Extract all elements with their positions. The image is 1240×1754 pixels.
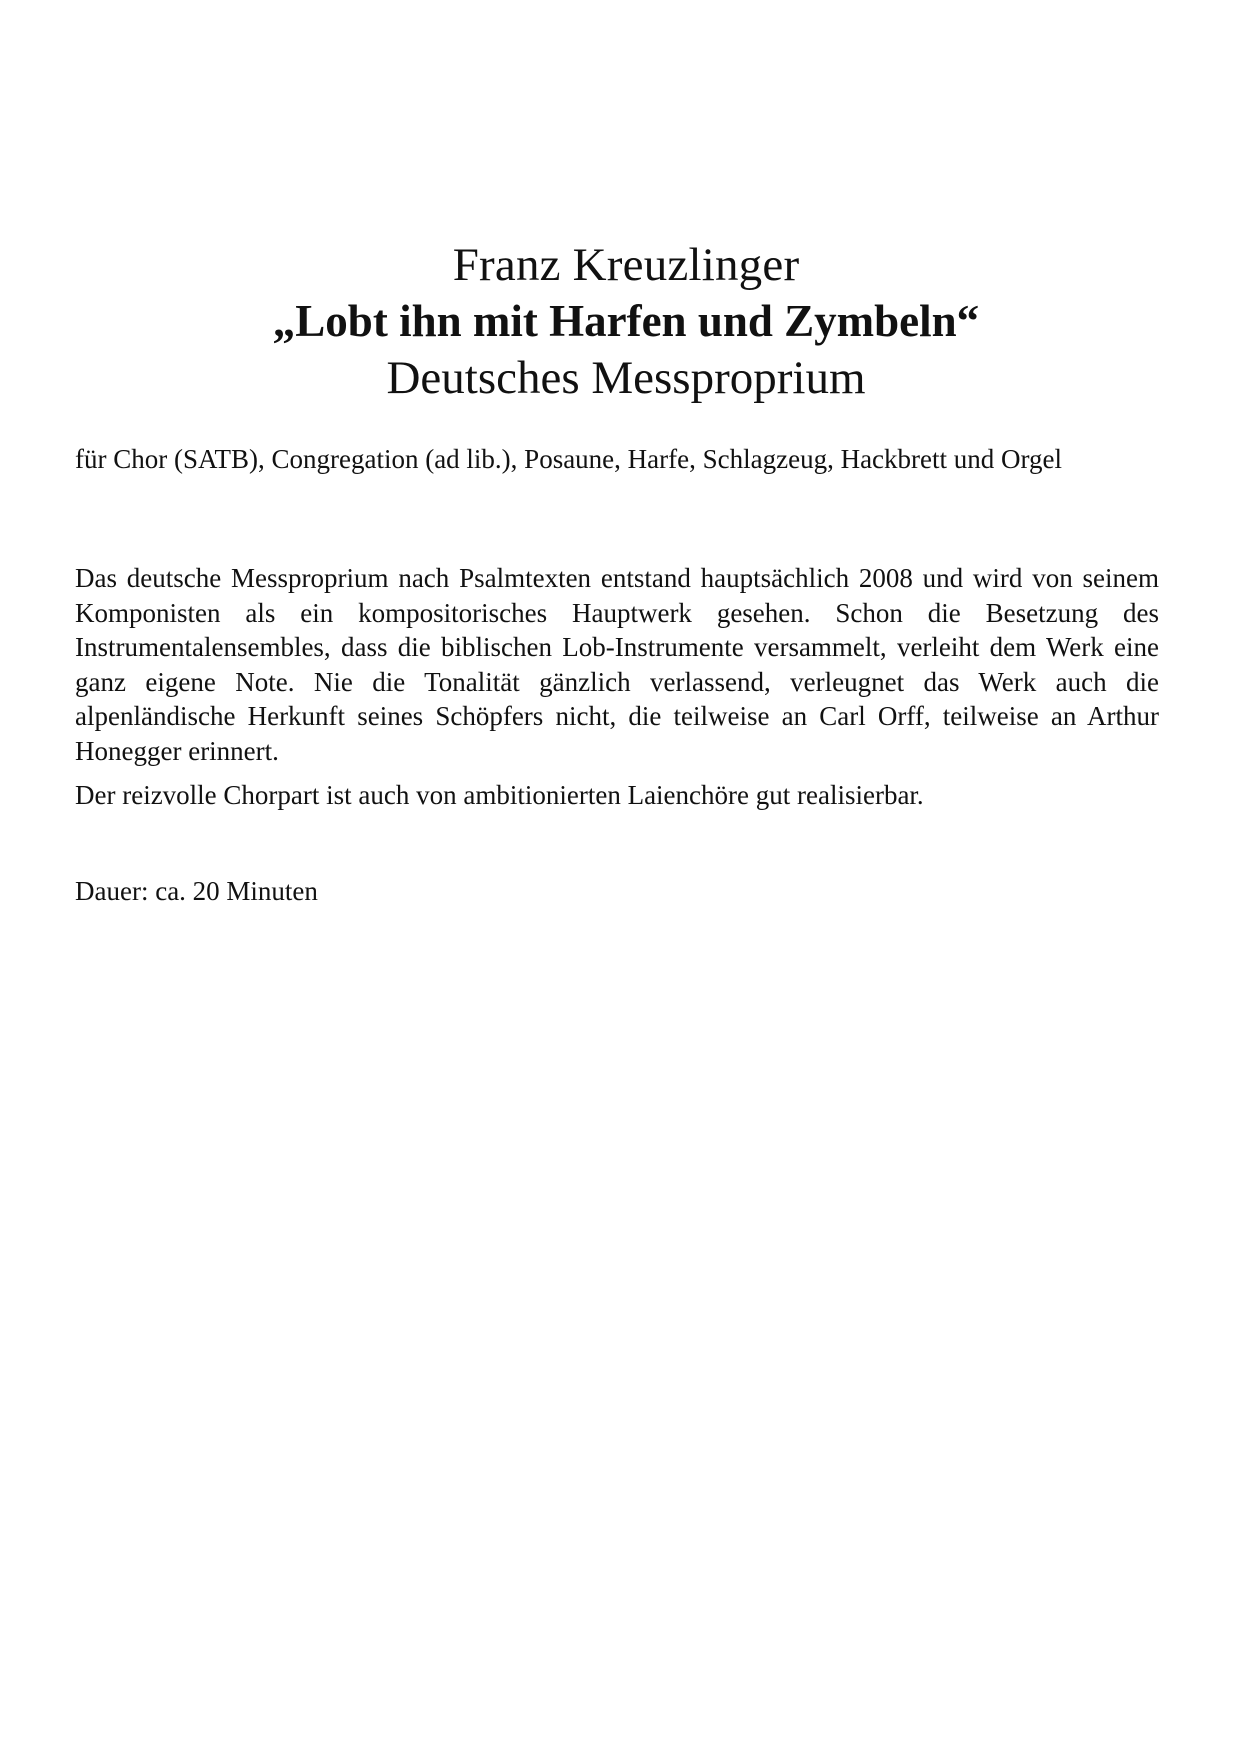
- work-title: „Lobt ihn mit Harfen und Zymbeln“: [272, 296, 980, 346]
- scoring-line: für Chor (SATB), Congregation (ad lib.), Posaune, Harfe, Schlagzeug, Hackbrett und Orgel: [75, 444, 1063, 474]
- composer-name: Franz Kreuzlinger: [452, 239, 800, 291]
- description-paragraph: Der reizvolle Chorpart ist auch von ambitionierten Laienchöre gut realisierbar.: [75, 779, 924, 810]
- title-block: [0, 238, 1240, 406]
- description: [75, 561, 1159, 812]
- duration-line: Dauer: ca. 20 Minuten: [75, 876, 318, 906]
- description-paragraph: Das deutsche Messproprium nach Psalmtexten entstand hauptsächlich 2008 und wird von seinem Komponisten als ein kompositorisches Hauptwerk gesehen. Schon die Besetzung des Instrumentalensembles, dass die biblischen Lob-Instrumente versammelt, verleiht dem Werk eine ganz eigene Note. Nie die Tonalität gänzlich verlassend, verleugnet das Werk auch die alpenländische Herkunft seines Schöpfers nicht, die teilweise an Carl Orff, teilweise an Arthur Honegger erinnert.: [75, 563, 1159, 766]
- work-subtitle: Deutsches Messproprium: [386, 352, 866, 404]
